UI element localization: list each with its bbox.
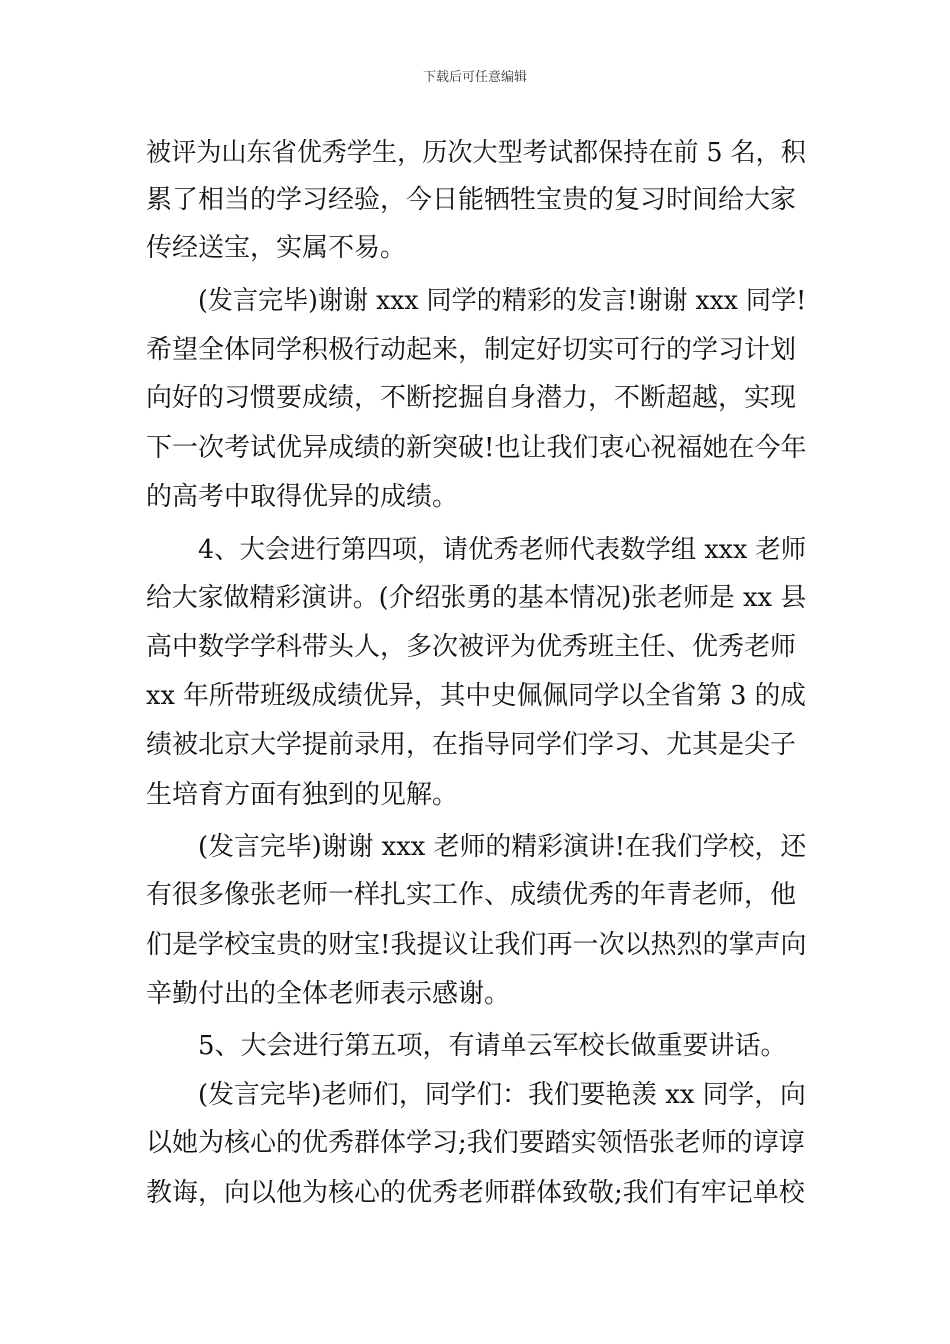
line-text: 给大家做精彩演讲。(介绍张勇的基本情况)张老师是 xx 县	[146, 583, 807, 613]
text-line	[0, 286, 950, 316]
text-line	[0, 979, 950, 1009]
line-text: (发言完毕)谢谢 xxx 同学的精彩的发言!谢谢 xxx 同学!	[198, 286, 807, 316]
text-line	[0, 1080, 950, 1110]
line-text: 的高考中取得优异的成绩。	[146, 482, 459, 512]
line-text: (发言完毕)老师们，同学们：我们要艳羡 xx 同学，向	[198, 1080, 806, 1110]
text-line	[0, 780, 950, 810]
line-text: 下一次考试优异成绩的新突破!也让我们衷心祝福她在今年	[146, 433, 807, 463]
line-text: 绩被北京大学提前录用，在指导同学们学习、尤其是尖子	[146, 730, 797, 760]
text-line	[0, 583, 950, 613]
text-line	[0, 1031, 950, 1061]
text-line	[0, 383, 950, 413]
text-line	[0, 185, 950, 215]
line-text: 辛勤付出的全体老师表示感谢。	[146, 979, 511, 1009]
line-text: 高中数学学科带头人，多次被评为优秀班主任、优秀老师	[146, 632, 797, 662]
text-line	[0, 138, 950, 168]
text-line	[0, 233, 950, 263]
text-line	[0, 632, 950, 662]
text-line	[0, 1178, 950, 1208]
text-line	[0, 930, 950, 960]
line-text: 5、大会进行第五项，有请单云军校长做重要讲话。	[198, 1031, 787, 1061]
line-text: 教诲，向以他为核心的优秀老师群体致敬;我们有牢记单校	[146, 1178, 805, 1208]
text-line	[0, 832, 950, 862]
text-line	[0, 1128, 950, 1158]
line-text: 以她为核心的优秀群体学习;我们要踏实领悟张老师的谆谆	[146, 1128, 805, 1158]
line-text: 被评为山东省优秀学生，历次大型考试都保持在前 5 名，积	[146, 138, 806, 168]
line-text: 向好的习惯要成绩，不断挖掘自身潜力，不断超越，实现	[146, 383, 797, 413]
line-text: 们是学校宝贵的财宝!我提议让我们再一次以热烈的掌声向	[146, 930, 807, 960]
line-text: 生培育方面有独到的见解。	[146, 780, 459, 810]
text-line	[0, 335, 950, 365]
line-text: 4、大会进行第四项，请优秀老师代表数学组 xxx 老师	[198, 535, 807, 565]
text-line	[0, 730, 950, 760]
line-text: xx 年所带班级成绩优异，其中史佩佩同学以全省第 3 的成	[146, 681, 806, 711]
text-line	[0, 535, 950, 565]
line-text: 累了相当的学习经验，今日能牺牲宝贵的复习时间给大家	[146, 185, 797, 215]
text-line	[0, 433, 950, 463]
text-line	[0, 880, 950, 910]
line-text: 有很多像张老师一样扎实工作、成绩优秀的年青老师，他	[146, 880, 797, 910]
line-text: 传经送宝，实属不易。	[146, 233, 407, 263]
text-line	[0, 482, 950, 512]
line-text: (发言完毕)谢谢 xxx 老师的精彩演讲!在我们学校，还	[198, 832, 807, 862]
text-line	[0, 681, 950, 711]
page-header: 下载后可任意编辑	[422, 70, 527, 85]
line-text: 希望全体同学积极行动起来，制定好切实可行的学习计划	[146, 335, 797, 365]
